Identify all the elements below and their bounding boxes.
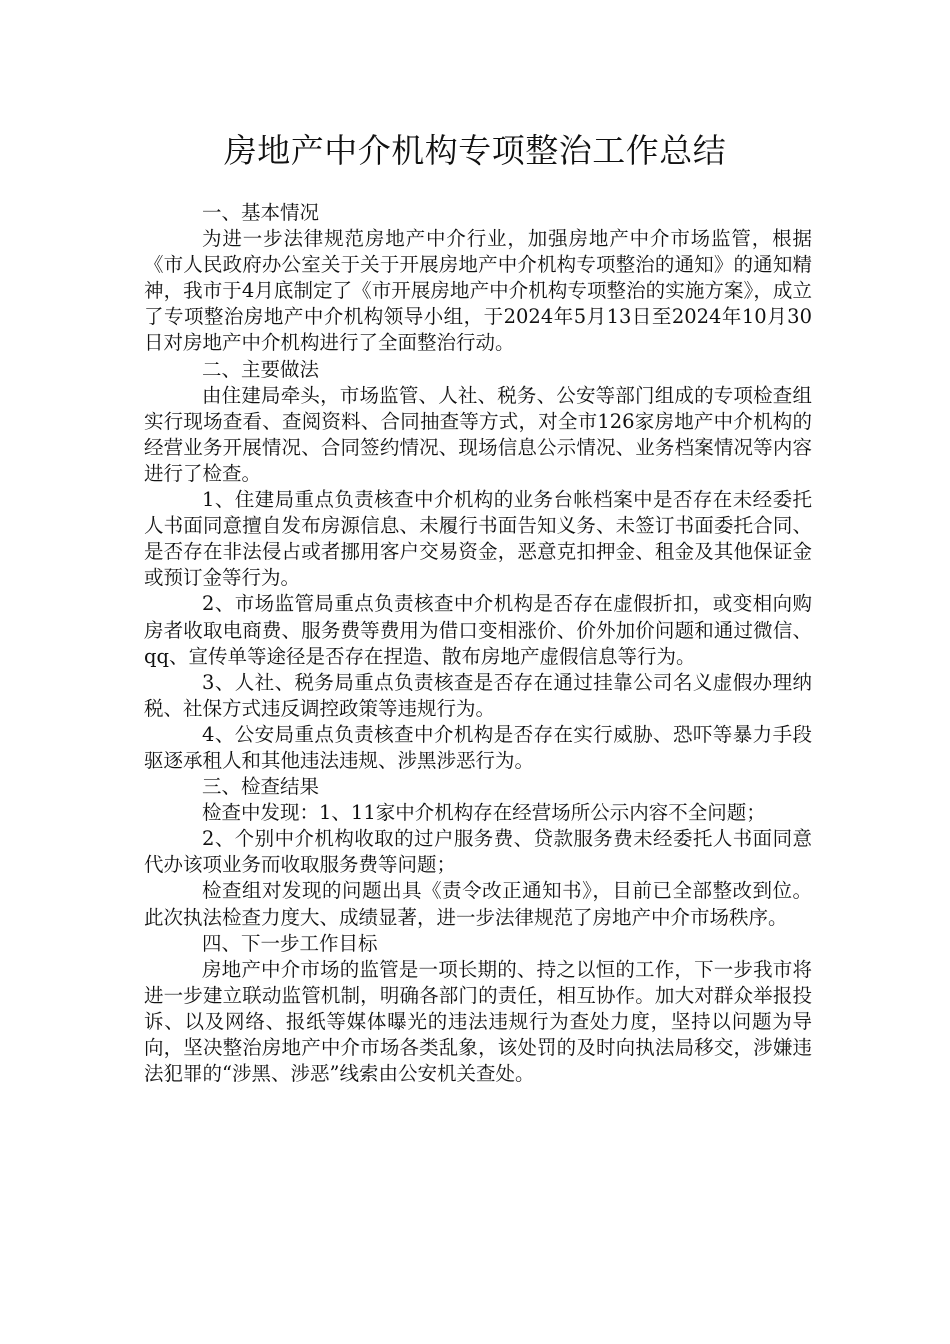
section-next-steps: [144, 931, 812, 1088]
paragraph: 4、公安局重点负责核查中介机构是否存在实行威胁、恐吓等暴力手段驱逐承租人和其他违法违规、涉黑涉恶行为。: [144, 722, 812, 772]
paragraph: 由住建局牵头，市场监管、人社、税务、公安等部门组成的专项检查组实行现场查看、查阅资料、合同抽查等方式，对全市126家房地产中介机构的经营业务开展情况、合同签约情况、现场信息公示情况、业务档案情况等内容进行了检查。: [144, 383, 812, 485]
section-main-practices: [144, 357, 812, 775]
document-title: 房地产中介机构专项整治工作总结: [223, 131, 727, 170]
paragraph: 为进一步法律规范房地产中介行业，加强房地产中介市场监管，根据《市人民政府办公室关于关于开展房地产中介机构专项整治的通知》的通知精神，我市于4月底制定了《市开展房地产中介机构专项整治的实施方案》，成立了专项整治房地产中介机构领导小组，于2024年5月13日至2024年10月30日对房地产中介机构进行了全面整治行动。: [144, 227, 812, 355]
paragraph: 检查中发现：1、11家中介机构存在经营场所公示内容不全问题；: [202, 801, 766, 825]
paragraph: 3、人社、税务局重点负责核查是否存在通过挂靠公司名义虚假办理纳税、社保方式违反调控政策等违规行为。: [144, 670, 812, 720]
paragraph: 1、住建局重点负责核查中介机构的业务台帐档案中是否存在未经委托人书面同意擅自发布房源信息、未履行书面告知义务、未签订书面委托合同、是否存在非法侵占或者挪用客户交易资金，恶意克扣押金、租金及其他保证金或预订金等行为。: [144, 488, 812, 590]
paragraph: 2、市场监管局重点负责核查中介机构是否存在虚假折扣，或变相向购房者收取电商费、服务费等费用为借口变相涨价、价外加价问题和通过微信、qq、宣传单等途径是否存在捏造、散布房地产虚假信息等行为。: [144, 592, 812, 668]
paragraph: 2、个别中介机构收取的过户服务费、贷款服务费未经委托人书面同意代办该项业务而收取服务费等问题；: [144, 827, 812, 877]
section-basic-situation: [144, 200, 812, 357]
paragraph: 检查组对发现的问题出具《责令改正通知书》，目前已全部整改到位。此次执法检查力度大、成绩显著，进一步法律规范了房地产中介市场秩序。: [144, 879, 812, 929]
section-heading: 一、基本情况: [202, 201, 320, 224]
paragraph: 房地产中介市场的监管是一项长期的、持之以恒的工作，下一步我市将进一步建立联动监管机制，明确各部门的责任，相互协作。加大对群众举报投诉、以及网络、报纸等媒体曝光的违法违规行为查处力度，坚持以问题为导向，坚决整治房地产中介市场各类乱象，该处罚的及时向执法局移交，涉嫌违法犯罪的“涉黑、涉恶”线索由公安机关查处。: [144, 957, 812, 1086]
section-heading: 四、下一步工作目标: [202, 931, 378, 955]
document-body: [144, 200, 812, 1087]
section-inspection-results: [144, 774, 812, 931]
section-heading: 二、主要做法: [202, 357, 320, 381]
section-heading: 三、检查结果: [202, 775, 320, 799]
